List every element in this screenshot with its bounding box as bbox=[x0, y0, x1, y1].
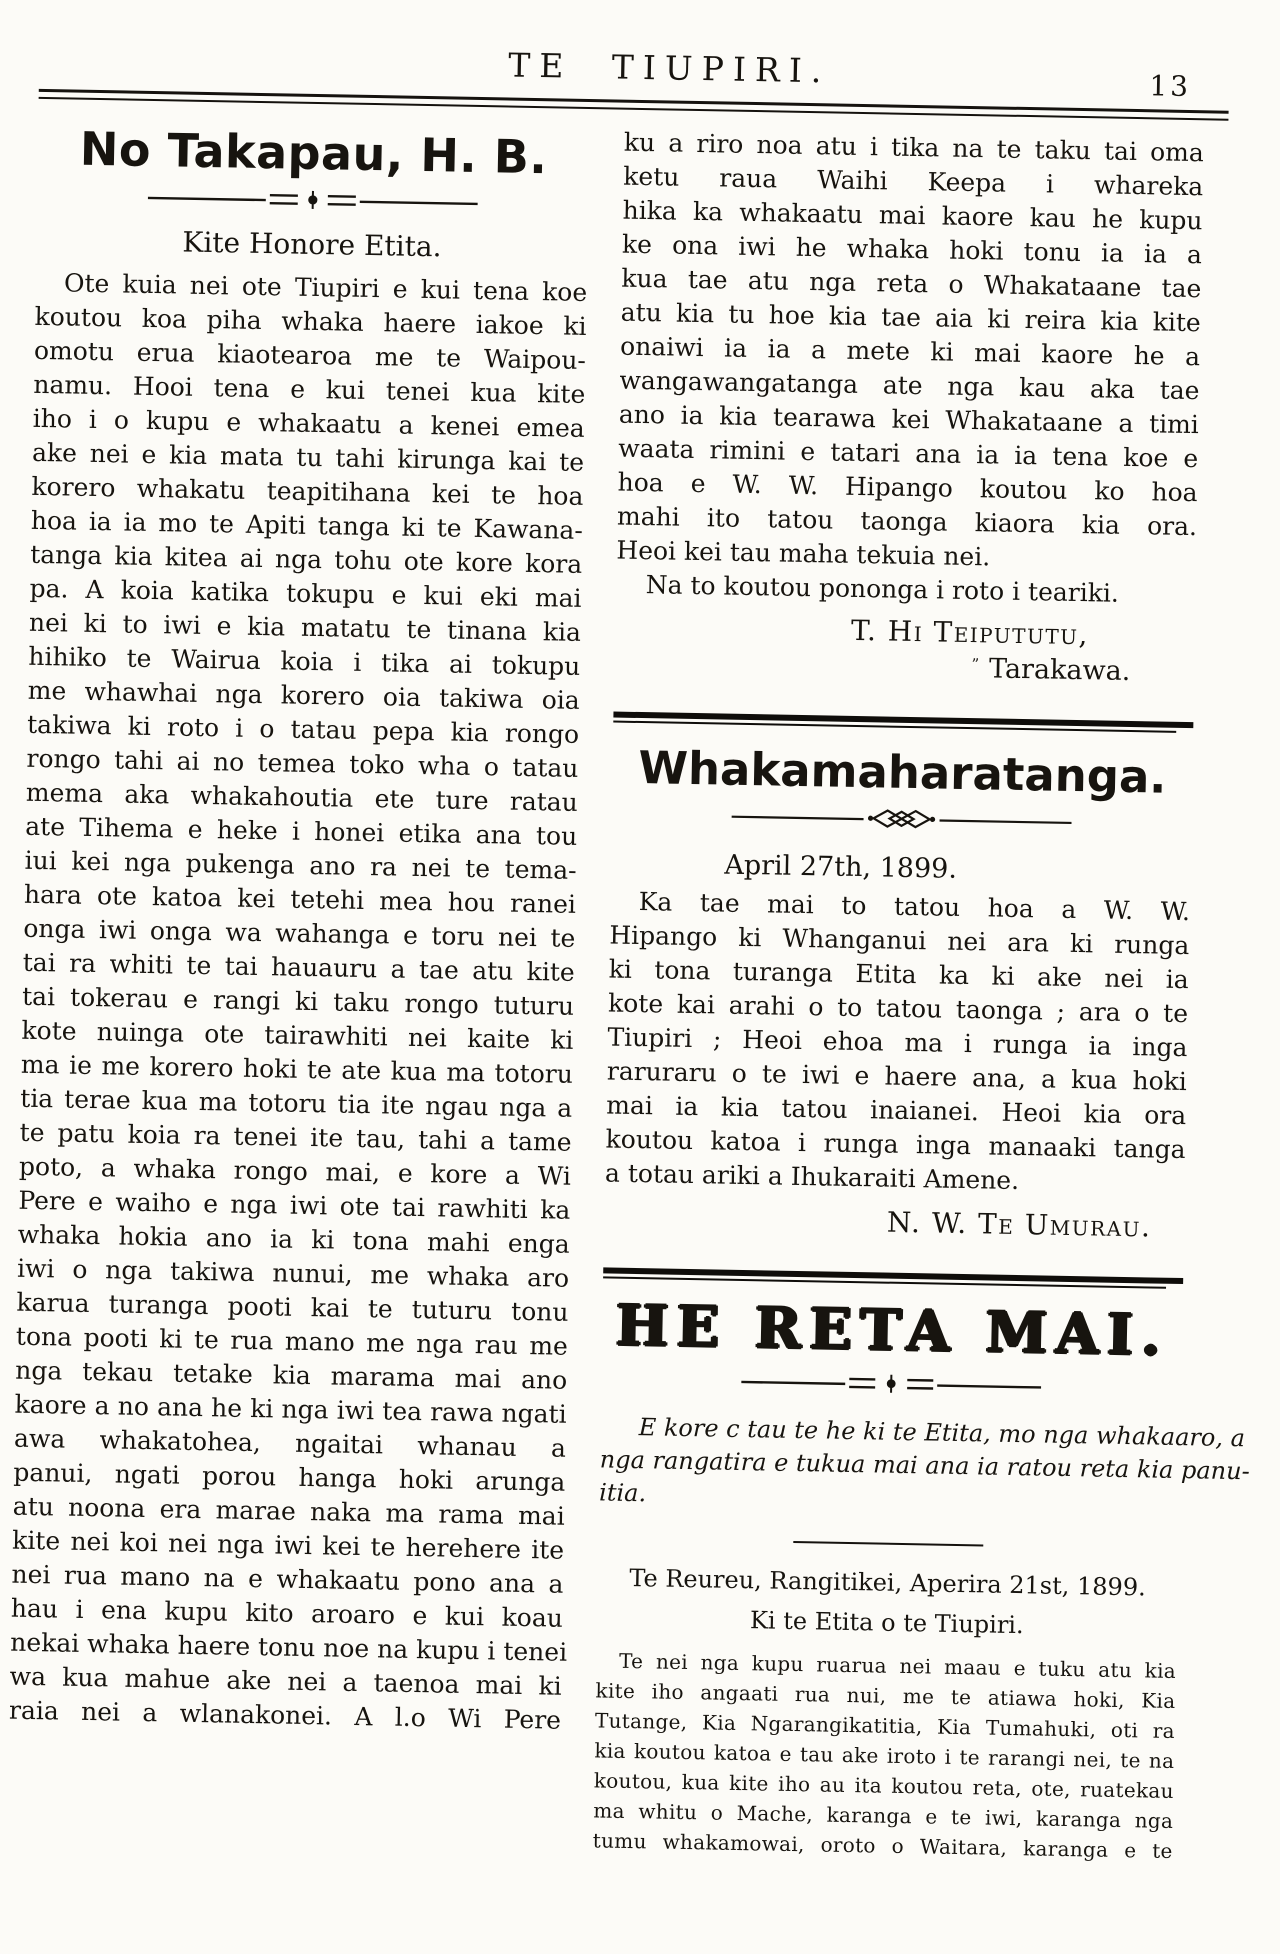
text-line: tai tokerau e rangi ki taku rongo tuturu bbox=[21, 981, 575, 1021]
text-line: waata rimini e tatari ana ia ia tena koe e bbox=[618, 433, 1199, 474]
text-line: poto, a whaka rongo mai, e kore a Wi bbox=[18, 1151, 572, 1191]
columns bbox=[7, 115, 1250, 1867]
text-line: takiwa ki roto i o tatau pepa kia rongo bbox=[26, 709, 580, 749]
ditto-mark: ” bbox=[971, 655, 980, 674]
text-line: wangawangatanga ate nga kau aka tae bbox=[619, 365, 1200, 406]
text-line: tumu whakamowai, oroto o Waitara, karanga e te bbox=[592, 1828, 1173, 1863]
text-line: onga iwi onga wa wahanga e toru nei te bbox=[23, 913, 576, 953]
text-line: hika ka whakaatu mai kaore kau he kupu bbox=[622, 195, 1203, 236]
text-line: mema aka whakahoutia ete ture ratau bbox=[25, 777, 579, 817]
text-line: koutou, kua kite iho au ita koutou reta, ote, ruatekau bbox=[593, 1768, 1175, 1803]
text-line: tia terae kua ma totoru tia ite ngau nga a bbox=[20, 1083, 573, 1123]
text-line: Te nei nga kupu ruarua nei maau e tuku atu kia bbox=[618, 1648, 1177, 1683]
text-line: hau i ena kupu kito aroaro e kui koau bbox=[10, 1593, 564, 1633]
letter-body bbox=[593, 1645, 1177, 1866]
text-line: nga rangatira e tukua mai ana ia ratou reta kia panu- bbox=[599, 1445, 1250, 1486]
newspaper-page bbox=[7, 23, 1250, 1867]
article-continuation-body bbox=[616, 126, 1204, 579]
text-line: tanga kia kitea ai nga tohu ote kore kora bbox=[30, 539, 583, 579]
text-line: Ka tae mai to tatou hoa a W. W. bbox=[638, 887, 1191, 927]
text-line: ma ie me korero hoki te ate kua ma totoru bbox=[20, 1049, 574, 1089]
text-line: kua tae atu nga reta o Whakataane tae bbox=[621, 263, 1202, 304]
text-line: omotu erua kiaotearoa me te Waipou- bbox=[33, 335, 587, 375]
text-line: hoa ia ia mo te Apiti tanga ki te Kawana- bbox=[30, 505, 584, 545]
signature-place-text: Tarakawa. bbox=[988, 653, 1131, 687]
text-line: Heoi kei tau maha tekuia nei. bbox=[616, 535, 991, 572]
text-line: Tiupiri ; Heoi ehoa ma i runga ia inga bbox=[607, 1022, 1188, 1063]
text-line: kite iho angaati rua nui, me te atiawa hoki, Kia bbox=[595, 1678, 1176, 1713]
text-line: nei ki to iwi e kia matatu te tinana kia bbox=[28, 607, 582, 647]
text-line: tona pooti ki te rua mano me nga rau me bbox=[15, 1321, 569, 1361]
section-divider bbox=[603, 1267, 1183, 1289]
article-heading: No Takapau, H. B. bbox=[79, 121, 548, 185]
text-line: pa. A koia katika tokupu e kui eki mai bbox=[29, 573, 582, 613]
text-line: koutou koa piha whaka haere iakoe ki bbox=[34, 301, 587, 341]
text-line: koutou katoa i runga inga manaaki tanga bbox=[605, 1124, 1186, 1165]
text-line: nga tekau tetake kia marama mai ano bbox=[15, 1355, 568, 1395]
text-line: ketu raua Waihi Keepa i whareka bbox=[623, 161, 1204, 202]
article-body bbox=[9, 265, 588, 1737]
right-column bbox=[592, 126, 1250, 1866]
left-column bbox=[7, 115, 591, 1855]
text-line: kite nei koi nei nga iwi kei te herehere ite bbox=[11, 1525, 565, 1565]
text-line: panui, ngati porou hanga hoki arunga bbox=[13, 1457, 566, 1497]
text-line: atu kia tu hoe kia tae aia ki reira kia kite bbox=[620, 297, 1201, 338]
letter-salutation: Ki te Etita o te Tiupiri. bbox=[749, 1606, 1024, 1640]
text-line: kia koutou katoa e tau ake iroto i te rarangi nei, te na bbox=[594, 1738, 1175, 1773]
text-line: namu. Hooi tena e kui tenei kua kite bbox=[33, 369, 586, 409]
page-number: 13 bbox=[1149, 69, 1192, 104]
text-line: ma whitu o Mache, karanga e te iwi, karanga nga bbox=[593, 1798, 1174, 1833]
signature-name: T. Hi Teipututu, bbox=[850, 613, 1090, 652]
text-line: ki tona turanga Etita ka ki ake nei ia bbox=[608, 954, 1189, 995]
editor-note bbox=[598, 1410, 1250, 1520]
text-line: Ote kuia nei ote Tiupiri e kui tena koe bbox=[63, 267, 588, 307]
text-line: Pere e waiho e nga iwi ote tai rawhiti ka bbox=[18, 1185, 571, 1225]
text-line: Tutange, Kia Ngarangikatitia, Kia Tumahuki, oti ra bbox=[594, 1708, 1176, 1743]
text-line: ate Tihema e heke i honei etika ana tou bbox=[25, 811, 578, 851]
article2-heading: Whakamaharatanga. bbox=[637, 740, 1167, 804]
text-line: mahi ito tatou taonga kiaora kia ora. bbox=[616, 501, 1198, 542]
text-line: mai ia kia tatou inaianei. Heoi kia ora bbox=[606, 1090, 1187, 1131]
text-line: kaore a no ana he ki nga iwi tea rawa ngati bbox=[14, 1389, 567, 1429]
text-line: iui kei nga pukenga ano ra nei te tema- bbox=[24, 845, 577, 885]
text-line: kote nuinga ote tairawhiti nei kaite ki bbox=[21, 1015, 574, 1055]
text-line: rongo tahi ai no temea toko wha o tatau bbox=[26, 743, 579, 783]
letter-dateline: Te Reureu, Rangitikei, Aperira 21st, 1899. bbox=[629, 1563, 1147, 1602]
text-line: Hipango ki Whanganui nei ara ki runga bbox=[609, 920, 1190, 961]
article2-signature: N. W. Te Umurau. bbox=[886, 1205, 1152, 1244]
text-line: nekai whaka haere tonu noe na kupu i tenei bbox=[10, 1627, 568, 1667]
text-line: wa kua mahue ake nei a taenoa mai ki bbox=[9, 1661, 562, 1701]
letter-salutation: Kite Honore Etita. bbox=[182, 225, 442, 263]
text-line: hihiko te Wairua koia i tika ai tokupu bbox=[28, 641, 581, 681]
text-line: ake nei e kia mata tu tahi kirunga kai te bbox=[31, 437, 585, 477]
text-line: karua turanga pooti kai te tuturu tonu bbox=[16, 1287, 569, 1327]
tailpiece-ornament-icon bbox=[741, 1369, 1041, 1398]
text-line: itia. bbox=[598, 1478, 647, 1508]
chain-ornament-icon bbox=[731, 804, 1071, 834]
text-line: E kore c tau te he ki te Etita, mo nga whakaaro, a bbox=[638, 1413, 1246, 1453]
text-line: ke ona iwi he whaka hoki tonu ia ia a bbox=[621, 229, 1203, 270]
text-line: raia nei a wlanakonei. A l.o Wi Pere bbox=[8, 1695, 562, 1735]
text-line: me whawhai nga korero oia takiwa oia bbox=[27, 675, 580, 715]
text-line: tai ra whiti te tai hauauru a tae atu kite bbox=[22, 947, 575, 987]
text-line: onaiwi ia ia a mete ki mai kaore he a bbox=[619, 331, 1201, 372]
text-line: korero whakatu teapitihana kei te hoa bbox=[31, 471, 584, 511]
text-line: ano ia kia tearawa kei Whakataane a timi bbox=[618, 399, 1200, 440]
text-line: iwi o nga takiwa nunui, me whaka aro bbox=[16, 1253, 570, 1293]
article2-date: April 27th, 1899. bbox=[724, 849, 958, 885]
text-line: atu noona era marae naka ma rama mai bbox=[12, 1491, 566, 1531]
text-line: nei rua mano na e whakaatu pono ana a bbox=[11, 1559, 564, 1599]
tailpiece-ornament-icon bbox=[148, 184, 478, 214]
closing-line: Na to koutou pononga i roto i teariki. bbox=[645, 570, 1120, 608]
masthead bbox=[39, 23, 1230, 111]
article2-body bbox=[605, 884, 1191, 1201]
text-line: te patu koia ra tenei ite tau, tahi a tame bbox=[19, 1117, 572, 1157]
text-line: a totau ariki a Ihukaraiti Amene. bbox=[604, 1158, 1020, 1196]
text-line: hara ote katoa kei tetehi mea hou ranei bbox=[23, 879, 577, 919]
text-line: kote kai arahi o to tatou taonga ; ara o te bbox=[607, 988, 1189, 1029]
text-line: hoa e W. W. Hipango koutou ko hoa bbox=[617, 467, 1198, 508]
letters-section-heading: HE RETA MAI. bbox=[615, 1292, 1170, 1369]
text-line: whaka hokia ano ia ki tona mahi enga bbox=[17, 1219, 570, 1259]
text-line: ku a riro noa atu i tika na te taku tai oma bbox=[623, 127, 1205, 168]
short-rule bbox=[793, 1541, 983, 1546]
signature-place bbox=[614, 647, 1194, 689]
section-divider bbox=[613, 712, 1193, 734]
text-line: raruraru o te iwi e haere ana, a kua hoki bbox=[606, 1056, 1188, 1097]
text-line: awa whakatohea, ngaitai whanau a bbox=[13, 1423, 567, 1463]
text-line: iho i o kupu e whakaatu a kenei emea bbox=[32, 403, 585, 443]
newspaper-title: TE TIUPIRI. bbox=[507, 45, 831, 91]
